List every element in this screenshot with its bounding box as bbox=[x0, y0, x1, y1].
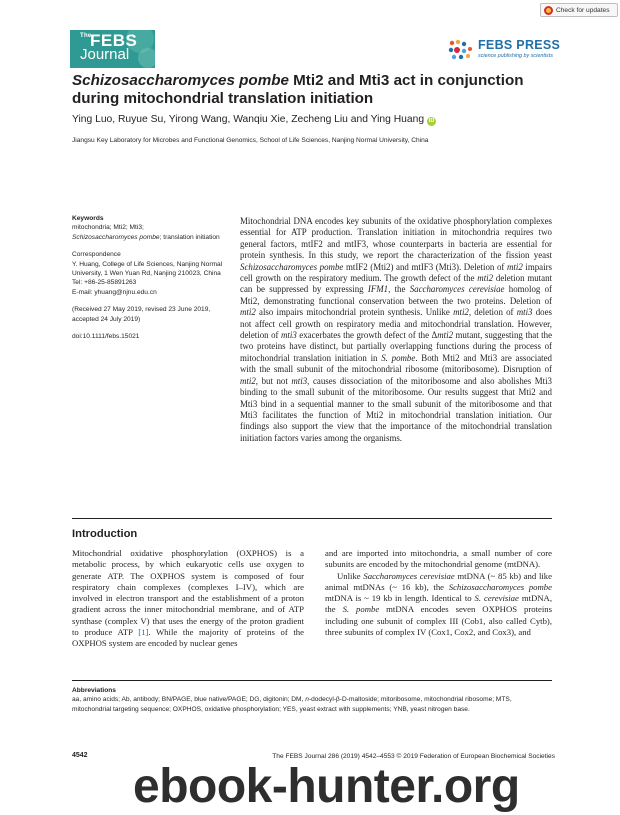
species-name: S. cerevisiae bbox=[474, 593, 519, 603]
intro-text: Unlike bbox=[337, 570, 364, 581]
species-name: Saccharomyces cerevisiae bbox=[363, 570, 455, 581]
keywords bbox=[72, 223, 232, 242]
correspondence-email[interactable]: E-mail: yhuang@njnu.edu.cn bbox=[72, 288, 157, 296]
species-name: Saccharomyces cerevisiae bbox=[409, 284, 505, 295]
intro-paragraph bbox=[72, 548, 304, 649]
intro-text: . While the majority of proteins of the OXPHOS system are encoded by nuclear genes bbox=[72, 626, 304, 648]
gene-name: mti2 bbox=[477, 273, 494, 284]
article-meta bbox=[72, 214, 232, 341]
febs-press-name: FEBS PRESS bbox=[478, 38, 561, 52]
logo-the-text: The bbox=[80, 33, 92, 39]
species-name: S. pombe bbox=[342, 604, 380, 615]
title-species: Schizosaccharomyces pombe bbox=[72, 72, 289, 89]
keywords-species: Schizosaccharomyces pombe bbox=[72, 233, 160, 241]
logo-journal-text: Journal bbox=[80, 46, 130, 63]
abstract-text: impairs cell growth on the respiratory medium. The growth defect of the bbox=[240, 261, 553, 284]
abstract-text: , deletion of bbox=[468, 307, 517, 318]
abbreviations bbox=[72, 686, 552, 714]
intro-text: mtDNA (~ 85 kb) and like animal mtDNAs (~ 16 kb), the bbox=[325, 570, 552, 592]
intro-text: mtDNA encodes seven OXPHOS proteins including one subunit of complex III (Cob1, also called Cytb), three subunits of complex IV (Cox1, Cox2, and Cox3), and bbox=[325, 604, 552, 637]
check-for-updates-button[interactable] bbox=[540, 3, 618, 17]
abstract-text: also impairs mitochondrial protein synthesis. Unlike bbox=[255, 307, 454, 318]
keywords-line: ; translation initiation bbox=[159, 233, 220, 241]
abbreviations-italic: n bbox=[305, 696, 309, 704]
gene-name: mti3 bbox=[291, 375, 308, 386]
species-name: Schizosaccharomyces pombe bbox=[448, 581, 552, 592]
species-name: S. pombe bbox=[381, 352, 416, 363]
gene-name: mti2 bbox=[453, 307, 469, 318]
intro-text: mtDNA, the bbox=[325, 593, 552, 615]
running-footer: The FEBS Journal 286 (2019) 4542–4553 © 2019 Federation of European Biochemical Societies bbox=[272, 753, 555, 760]
abstract-text: does not affect cell growth on respiratory media and mitochondrial translation. However, deletion of bbox=[240, 307, 552, 341]
abstract-text: exacerbates the growth defect of the Δ bbox=[296, 330, 438, 341]
article-title bbox=[72, 72, 552, 108]
intro-text: Mitochondrial oxidative phosphorylation (OXPHOS) is a metabolic process, by which eukaryotic cells use oxygen to generate ATP. The OXPHOS system is composed of four respiratory chain complexes (complexes I–IV), which are involved in electron transport and the establishment of a proton gradient across the inner mitochondrial membrane, and of ATP synthase (complex V) that uses the energy of the proton gradient to produce ATP bbox=[72, 548, 304, 637]
gene-name: mti3 bbox=[516, 307, 533, 318]
abbreviations-text: aa, amino acids; Ab, antibody; BN/PAGE, blue native/PAGE; DG, digitonin; DM, bbox=[72, 696, 306, 704]
abstract-text: mtIF2 (Mti2) and mtIF3 (Mti3). Deletion of bbox=[343, 261, 507, 272]
divider bbox=[72, 680, 552, 681]
gene-name: mti2 bbox=[506, 261, 523, 272]
abstract-text: Mitochondrial DNA encodes key subunits of the oxidative phosphorylation complexes essential for ATP production. Translation initiation in mitochondria requires two general factors, mtIF2 and mtIF3, whose counterparts in bacteria are essential for protein synthesis. In this study, we report the characterization of the fission yeast bbox=[240, 216, 552, 261]
citation-link[interactable]: [1] bbox=[138, 626, 149, 637]
intro-column-right bbox=[325, 548, 552, 638]
species-name: Schizosaccharomyces pombe bbox=[240, 261, 344, 272]
abstract-text: mutant, suggesting that the two proteins have distinct, but partially overlapping functions during the process of mitochondrial translation initiation in bbox=[240, 330, 553, 363]
intro-text: mtDNA is ~ 19 kb in length. Identical to bbox=[325, 593, 475, 603]
divider bbox=[72, 518, 552, 519]
keywords-line: mitochondria; Mti2; Mti3; bbox=[72, 224, 144, 232]
febs-press-logo-icon bbox=[446, 38, 476, 62]
keywords-heading: Keywords bbox=[72, 215, 104, 222]
author-list bbox=[72, 114, 436, 126]
abstract-text: , the bbox=[388, 284, 410, 295]
abstract bbox=[240, 216, 552, 444]
febs-press-tagline: science publishing by scientists bbox=[478, 53, 553, 59]
check-for-updates-label: Check for updates bbox=[556, 6, 610, 14]
orcid-icon[interactable]: iD bbox=[428, 118, 435, 124]
intro-paragraph: and are imported into mitochondria, a small number of core subunits are encoded by the mitochondrial genome (mtDNA). bbox=[325, 548, 552, 570]
watermark: ebook-hunter.org bbox=[133, 760, 520, 813]
abbreviations-text: -dodecyl-β-D-maltoside; mitoribosome, mitochondrial ribosome; MTS, mitochondrial targeting sequence; OXPHOS, oxidative phosphorylation; YES, yeast extract with supplements; YNB, yeast nitrogen base. bbox=[72, 696, 512, 713]
doi-link[interactable]: doi:10.1111/febs.15021 bbox=[72, 333, 140, 341]
logo-febs-text: FEBS bbox=[90, 31, 138, 50]
gene-name: mti2 bbox=[240, 375, 256, 386]
abstract-text: deletion mutant can be suppressed by expressing bbox=[240, 273, 552, 295]
abstract-text: , causes dissociation of the mitoribosome and also abolishes Mti3 binding to the small subunit of the mitoribosome. Our results suggest that Mti2 and Mti3 bind in a sequential manner to the small subunit of the mitoribosome and that Mti3 facilitates the function of Mti2 in mitochondrial translation initiation. Our findings also support the view that the importance of the mitochondrial translation initiation factors varies among the organisms. bbox=[240, 375, 552, 443]
affiliation: Jiangsu Key Laboratory for Microbes and Functional Genomics, School of Life Sciences, Nanjing Normal University, China bbox=[72, 137, 429, 144]
abstract-text: , but not bbox=[255, 375, 292, 386]
crossmark-icon bbox=[544, 6, 553, 15]
gene-name: IFM1 bbox=[367, 284, 389, 295]
abstract-text: homolog of Mti2, demonstrating functional conservation between the two proteins. Deletion of bbox=[240, 284, 553, 306]
correspondence-tel: Tel: +86-25-85891263 bbox=[72, 279, 137, 287]
title-rest: Mti2 and Mti3 act in conjunction during mitochondrial translation initiation bbox=[72, 72, 524, 107]
gene-name: mti2 bbox=[437, 330, 454, 341]
received-dates: (Received 27 May 2019, revised 23 June 2019, accepted 24 July 2019) bbox=[72, 306, 211, 323]
section-heading-introduction: Introduction bbox=[72, 528, 138, 540]
gene-name: mti2 bbox=[240, 307, 256, 318]
intro-paragraph bbox=[325, 571, 552, 639]
abstract-text: . Both Mti2 and Mti3 are associated with the small subunit of the mitochondrial ribosome (mitoribosome). Disruption of bbox=[240, 352, 552, 375]
authors-text: Ying Luo, Ruyue Su, Yirong Wang, Wanqiu Xie, Zecheng Liu and Ying Huang bbox=[72, 114, 425, 125]
intro-column-left bbox=[72, 548, 304, 649]
abbreviations-heading: Abbreviations bbox=[72, 687, 116, 694]
correspondence-heading: Correspondence bbox=[72, 251, 121, 259]
correspondence-address: Y. Huang, College of Life Sciences, Nanjing Normal University, 1 Wen Yuan Rd, Nanjing 210023, China bbox=[72, 260, 223, 278]
page-number: 4542 bbox=[72, 752, 88, 759]
gene-name: mti3 bbox=[280, 330, 297, 341]
